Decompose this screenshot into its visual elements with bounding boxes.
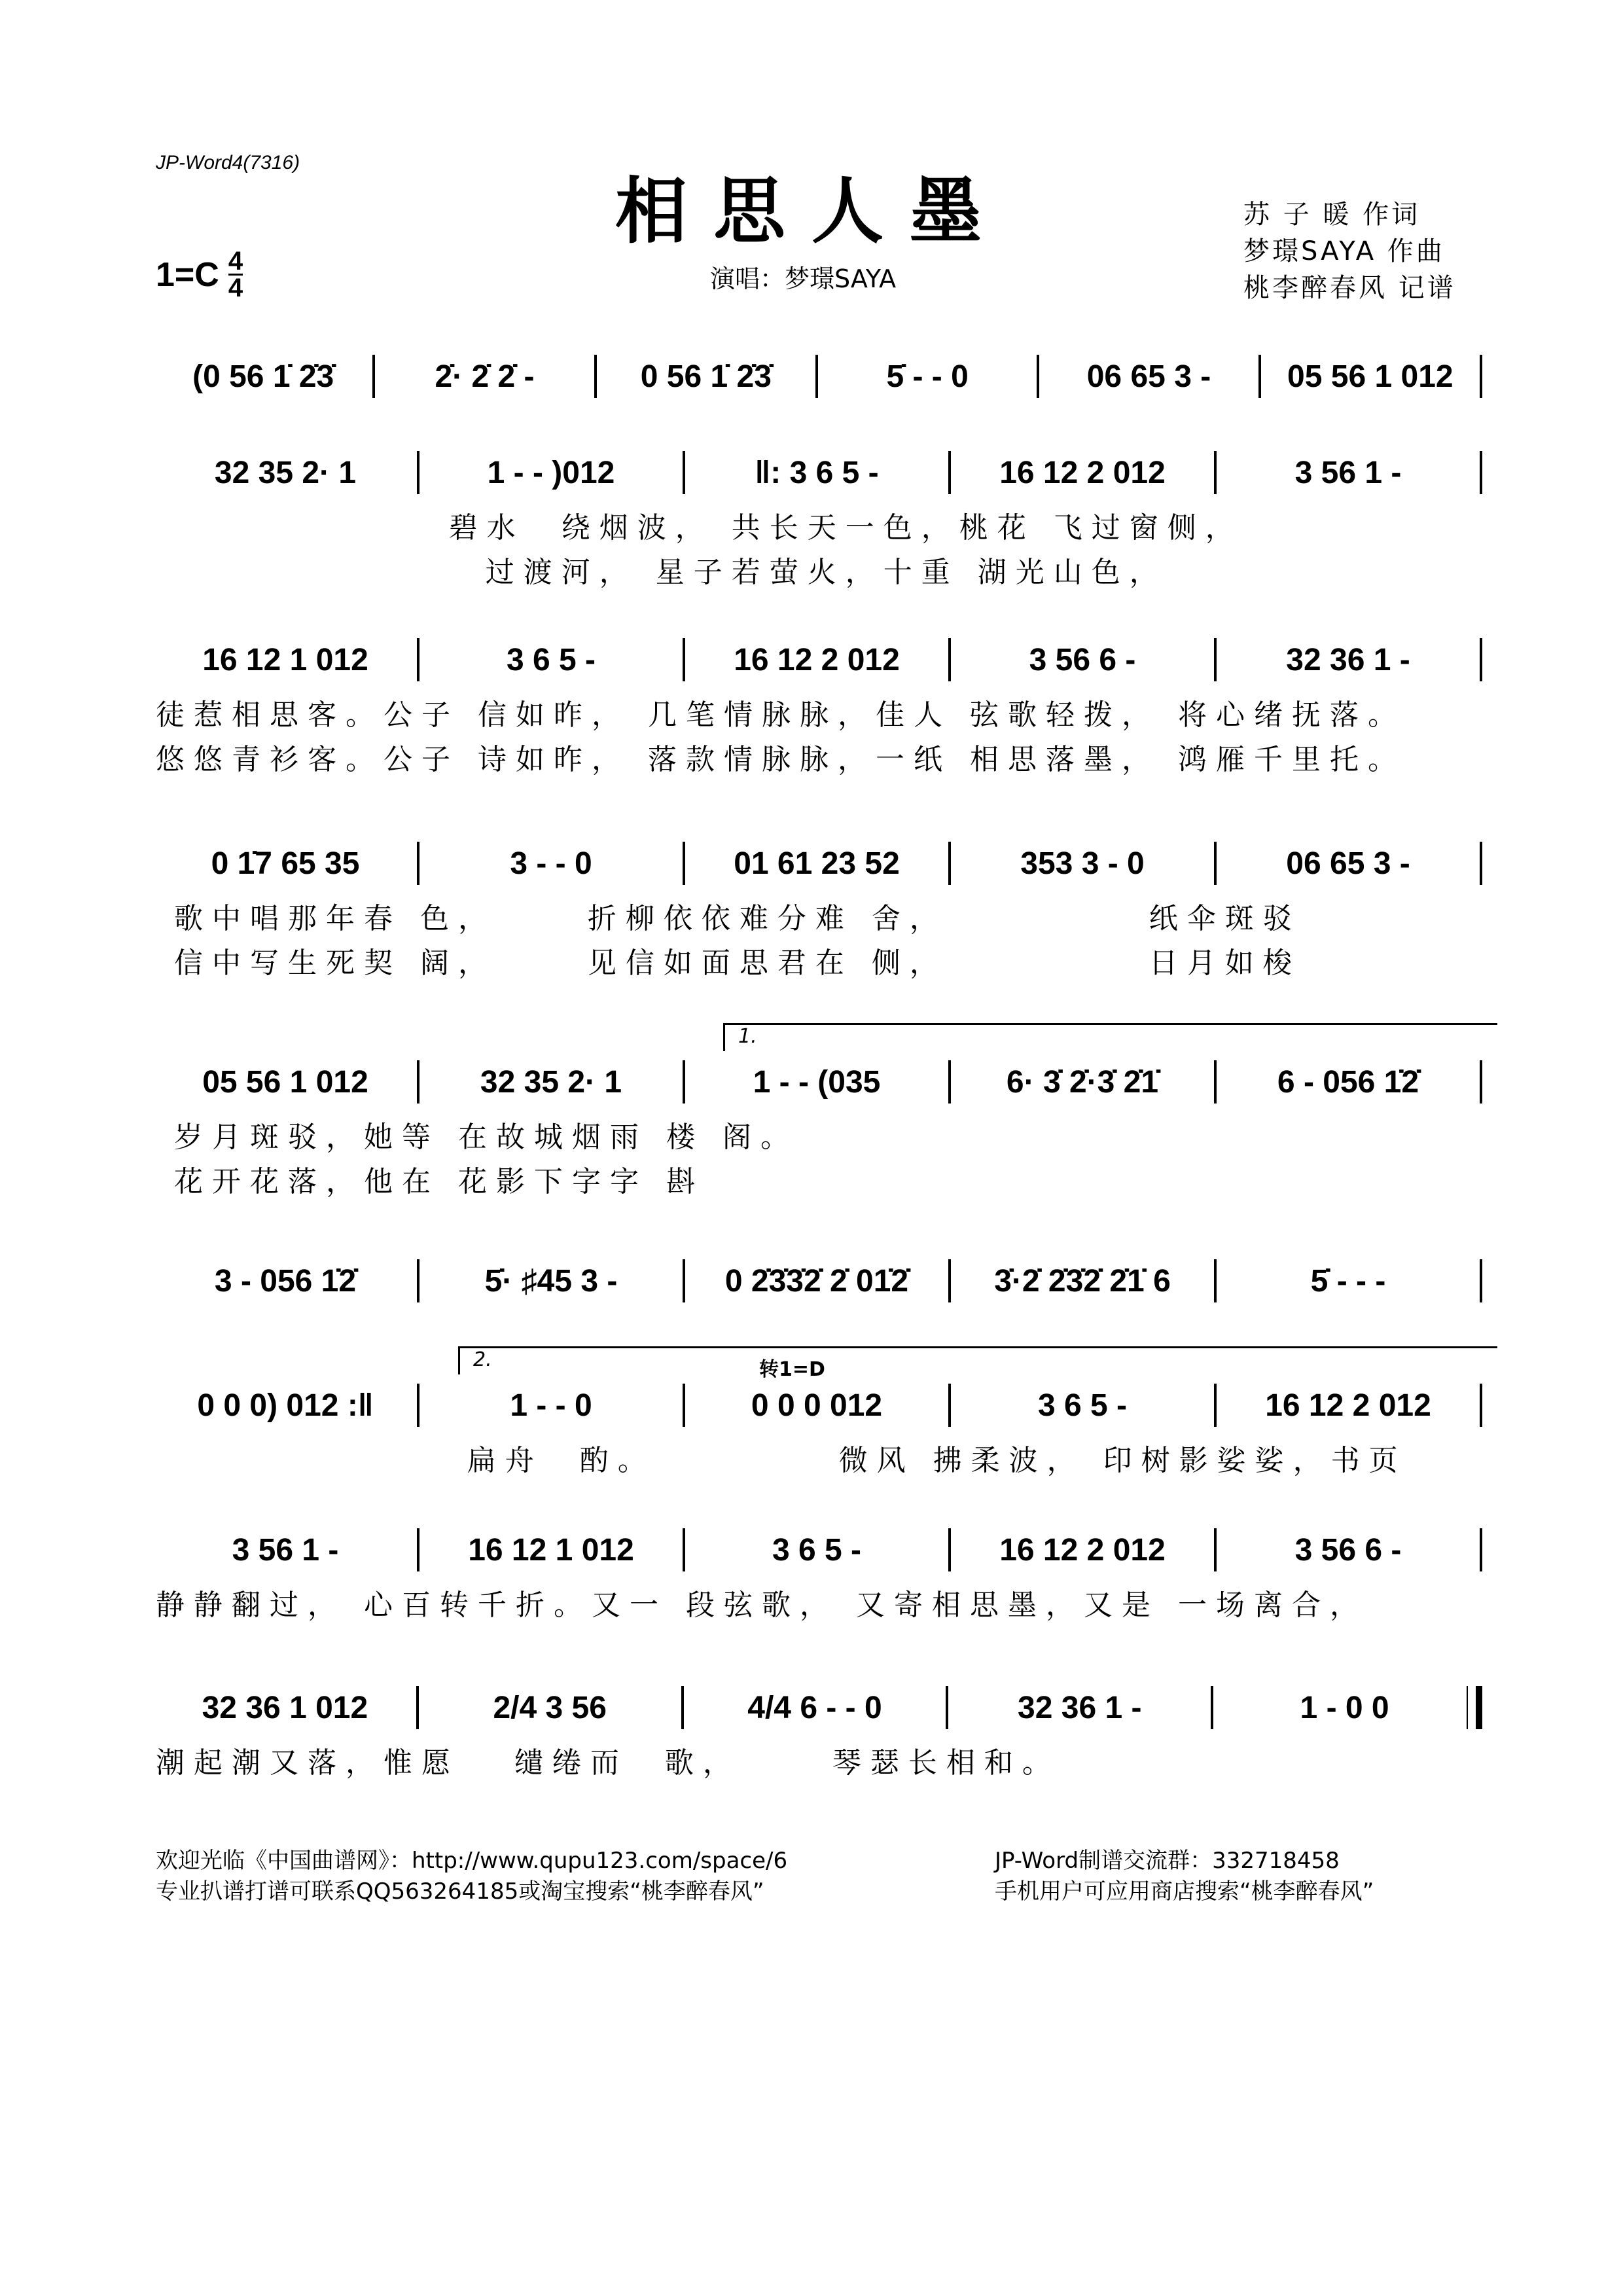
footer-right-line-2: 手机用户可应用商店搜索“桃李醉春风”: [995, 1878, 1374, 1905]
bar-line: [1480, 1528, 1482, 1571]
key-signature: [156, 249, 243, 300]
measure: 32 36 1 -: [1018, 1690, 1142, 1725]
credits: [1243, 196, 1456, 306]
measure: 3 6 5 -: [1037, 1388, 1128, 1423]
measure: 16 12 2 012: [734, 642, 900, 677]
volta-bracket: 2.: [458, 1346, 1497, 1374]
score-row: [154, 1056, 1482, 1108]
measure: 0 56 1̇ 2̇3̇: [640, 359, 772, 394]
score-row: [154, 837, 1482, 889]
measure: 1 - - (035: [753, 1064, 881, 1100]
measure: 3 - 056 1̇2̇: [214, 1263, 357, 1299]
measure: 32 35 2· 1: [480, 1064, 622, 1100]
lyric-line: 潮起潮又落，惟愿 缱绻而 歌， 琴瑟长相和。: [156, 1746, 1060, 1780]
bar-line: [1480, 355, 1482, 398]
measure: 16 12 2 012: [1265, 1388, 1431, 1423]
composer-credit: 梦璟SAYA 作曲: [1243, 236, 1445, 266]
score-row: [154, 446, 1482, 499]
measure: 01 61 23 52: [734, 846, 900, 881]
measure: 32 36 1 012: [202, 1690, 368, 1725]
measure: 6· 3̇ 2̇·3̇ 2̇1̇: [1006, 1064, 1159, 1100]
measure: 5̇· ♯45 3 -: [484, 1263, 618, 1299]
modulation-mark: 转1=D: [759, 1358, 825, 1381]
score-row: [154, 1681, 1482, 1734]
measure: 16 12 2 012: [999, 455, 1166, 490]
footer-right-line-1: JP-Word制谱交流群：332718458: [995, 1848, 1340, 1874]
lyric-line: 歌中唱那年春 色， 折柳依依难分难 舍， 纸伞斑驳: [156, 902, 1301, 935]
measure: 3 56 6 -: [1029, 642, 1136, 677]
measure: (0 56 1̇ 2̇3̇: [192, 359, 334, 394]
measure: 3 56 1 -: [232, 1532, 339, 1568]
score-row: [154, 1255, 1482, 1307]
measure: 3 6 5 -: [506, 642, 596, 677]
lyric-line: 悠悠青衫客。公子 诗如昨， 落款情脉脉，一纸 相思落墨， 鸿雁千里托。: [156, 743, 1406, 776]
measure: 05 56 1 012: [1287, 359, 1454, 394]
measure: 1 - - 0: [510, 1388, 592, 1423]
measure: 05 56 1 012: [202, 1064, 368, 1100]
lyric-line: 碧水 绕烟波， 共长天一色，桃花 飞过窗侧，: [156, 511, 1243, 545]
bar-line: [1476, 1686, 1482, 1729]
lyric-line: 徒惹相思客。公子 信如昨， 几笔情脉脉，佳人 弦歌轻拨， 将心绪抚落。: [156, 698, 1406, 732]
measure: 3 56 6 -: [1294, 1532, 1402, 1568]
measure: 06 65 3 -: [1286, 846, 1410, 881]
measure: 5̇ - - 0: [886, 359, 969, 394]
measure: 0 0 0 012: [751, 1388, 883, 1423]
key-label: 1=C: [156, 255, 219, 294]
lyric-line: 静静翻过， 心百转千折。又一 段弦歌， 又寄相思墨，又是 一场离合，: [156, 1588, 1368, 1622]
page-title: 相思人墨: [615, 169, 1008, 253]
measure: 3̇·2̇ 2̇3̇2̇ 2̇1̇ 6: [994, 1263, 1171, 1299]
lyric-line: 花开花落，他在 花影下字字 斟: [156, 1165, 704, 1198]
lyric-line: 扁舟 酌。 微风 拂柔波， 印树影娑娑，书页: [156, 1444, 1407, 1477]
bar-line: [1480, 1384, 1482, 1427]
bar-line: [1480, 451, 1482, 494]
lyric-line: 岁月斑驳，她等 在故城烟雨 楼 阁。: [156, 1121, 798, 1154]
score-row: [154, 634, 1482, 686]
bar-line: [1480, 638, 1482, 681]
measure: 3 6 5 -: [772, 1532, 862, 1568]
measure: 6 - 056 1̇2̇: [1277, 1064, 1419, 1100]
time-sig-num: 4: [228, 247, 243, 276]
measure: 2/4 3 56: [493, 1690, 607, 1725]
lyricist-credit: 苏 子 暖 作词: [1243, 200, 1421, 230]
measure: 1 - 0 0: [1300, 1690, 1389, 1725]
measure: 32 36 1 -: [1286, 642, 1410, 677]
volta-bracket: 1.: [723, 1023, 1497, 1051]
engine-label: JP-Word4(7316): [156, 152, 300, 173]
measure: 4/4 6 - - 0: [747, 1690, 882, 1725]
measure: 2̇· 2̇ 2̇ -: [435, 359, 535, 394]
measure: 16 12 1 012: [468, 1532, 634, 1568]
lyric-line: 过渡河， 星子若萤火，十重 湖光山色，: [156, 556, 1168, 589]
footer-left-line-2: 专业扒谱打谱可联系QQ563264185或淘宝搜索“桃李醉春风”: [156, 1878, 764, 1905]
singer-label: 演唱：梦璟SAYA: [710, 264, 897, 293]
score-row: [154, 350, 1482, 403]
score-row: [154, 1379, 1482, 1431]
measure: 16 12 1 012: [202, 642, 368, 677]
measure: 3 - - 0: [510, 846, 592, 881]
bar-line: [1480, 1060, 1482, 1103]
measure: 1 - - )012: [487, 455, 615, 490]
lyric-line: 信中写生死契 阔， 见信如面思君在 侧， 日月如梭: [156, 946, 1301, 980]
measure: ‖: 3 6 5 -: [755, 455, 879, 490]
footer-left-line-1: 欢迎光临《中国曲谱网》：http://www.qupu123.com/space/6: [156, 1848, 788, 1874]
measure: 0 2̇3̇3̇2̇ 2̇ 01̇2̇: [724, 1263, 909, 1299]
bar-line: [1480, 1259, 1482, 1302]
time-signature: [228, 249, 243, 300]
score-row: [154, 1524, 1482, 1576]
measure: 16 12 2 012: [999, 1532, 1166, 1568]
measure: 32 35 2· 1: [214, 455, 357, 490]
time-sig-den: 4: [228, 274, 243, 302]
measure: 0 0 0) 012 :‖: [197, 1388, 374, 1423]
measure: 0 1̇7 65 35: [211, 846, 360, 881]
measure: 5̇ - - -: [1310, 1263, 1386, 1299]
measure: 3 56 1 -: [1294, 455, 1402, 490]
bar-line: [1480, 842, 1482, 885]
transcriber-credit: 桃李醉春风 记谱: [1243, 273, 1456, 303]
measure: 06 65 3 -: [1086, 359, 1211, 394]
measure: 353 3 - 0: [1020, 846, 1145, 881]
